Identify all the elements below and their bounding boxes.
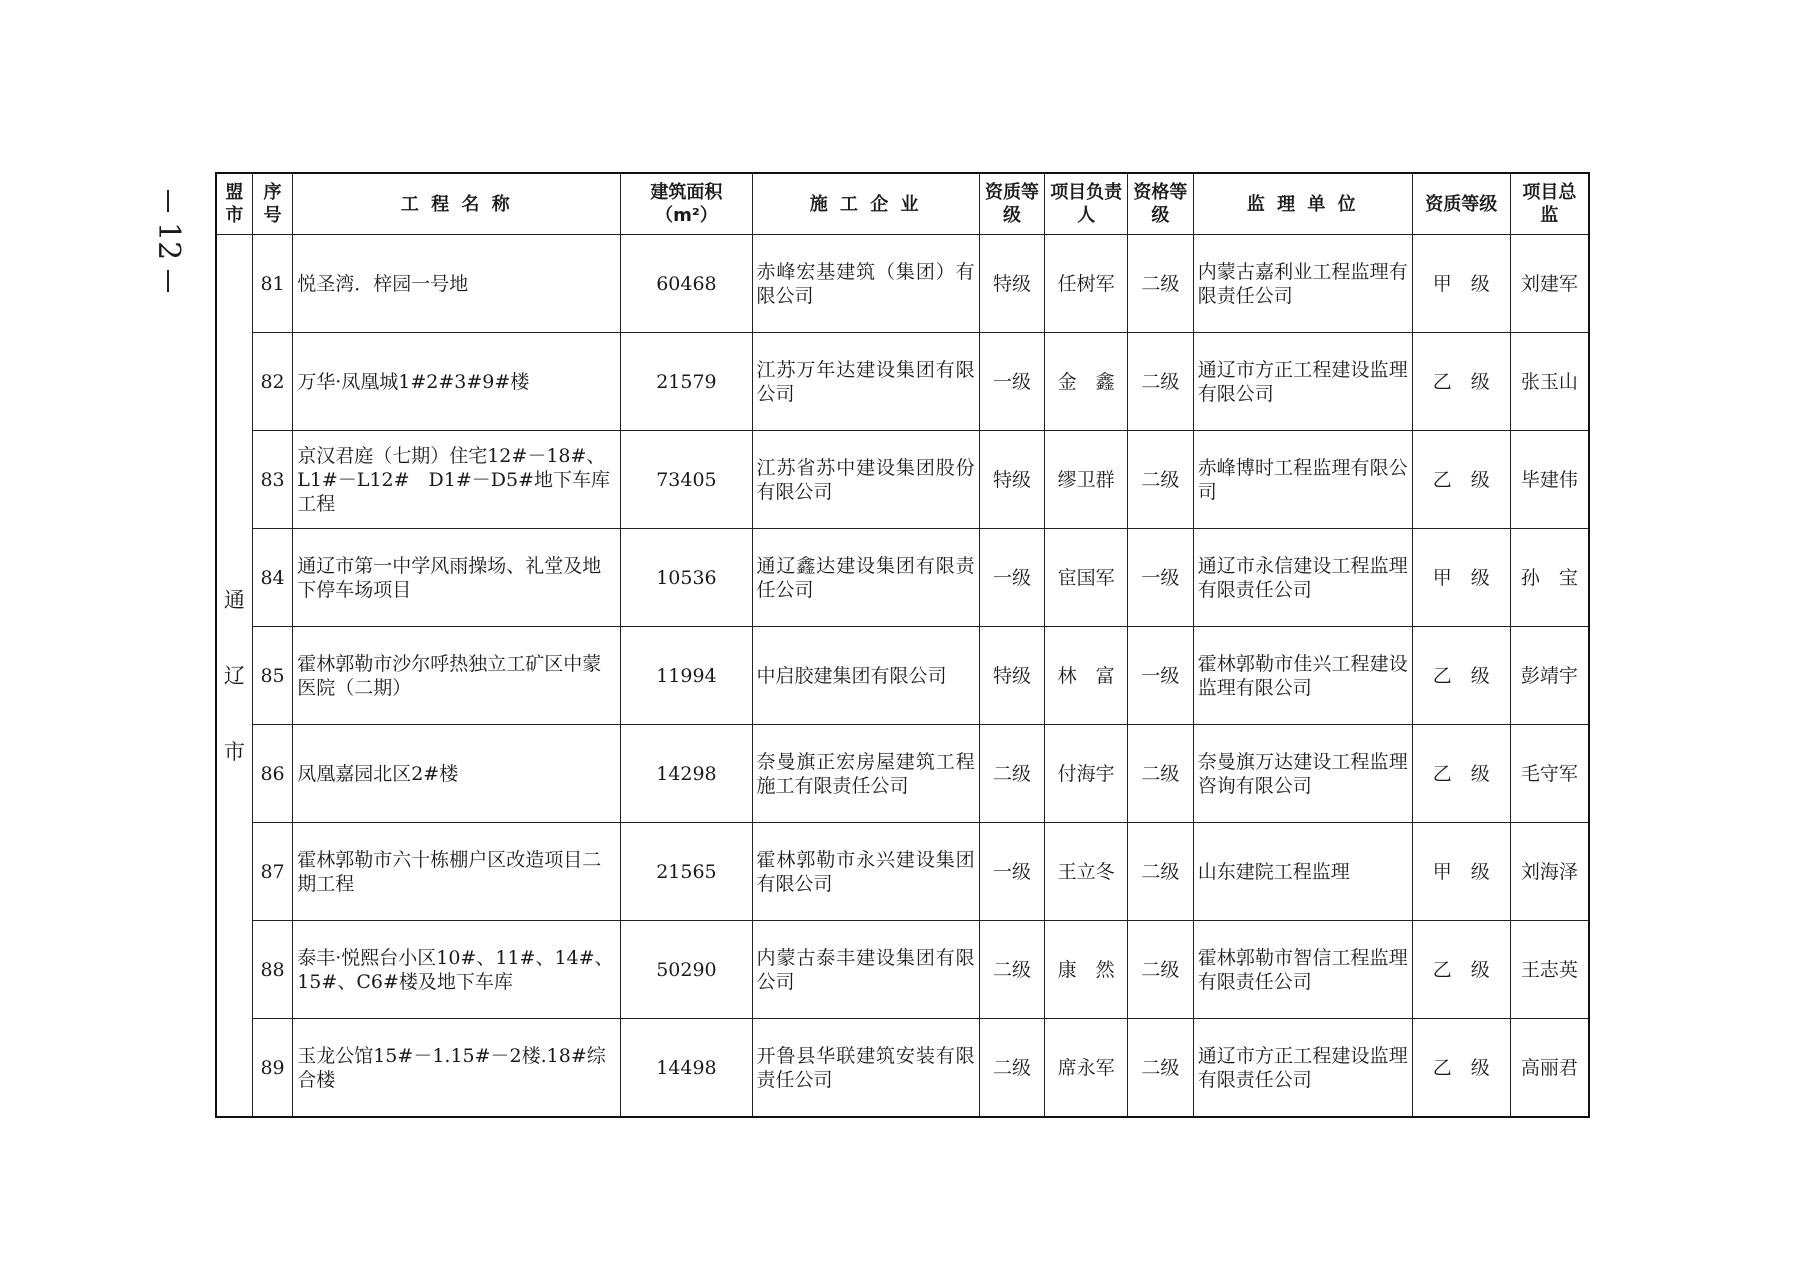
cell-builder-qual: 一级 xyxy=(979,529,1045,627)
cell-area: 50290 xyxy=(621,921,752,1019)
cell-manager: 付海宇 xyxy=(1045,725,1128,823)
cell-builder: 通辽鑫达建设集团有限责任公司 xyxy=(752,529,979,627)
table-header-row xyxy=(216,173,1589,235)
table-row xyxy=(216,529,1589,627)
table-row xyxy=(216,1019,1589,1118)
cell-seq: 88 xyxy=(252,921,292,1019)
cell-builder: 内蒙古泰丰建设集团有限公司 xyxy=(752,921,979,1019)
cell-builder: 中启胶建集团有限公司 xyxy=(752,627,979,725)
cell-supervisor-qual: 甲 级 xyxy=(1412,823,1510,921)
cell-manager: 任树军 xyxy=(1045,235,1128,333)
cell-builder: 江苏万年达建设集团有限公司 xyxy=(752,333,979,431)
cell-manager: 席永军 xyxy=(1045,1019,1128,1118)
table-row xyxy=(216,431,1589,529)
cell-project: 霍林郭勒市六十栋棚户区改造项目二期工程 xyxy=(293,823,621,921)
header-manager-qual: 资格等级 xyxy=(1128,173,1194,235)
cell-area: 21579 xyxy=(621,333,752,431)
region-cell xyxy=(216,235,252,1118)
cell-project: 悦圣湾．梓园一号地 xyxy=(293,235,621,333)
cell-chief: 彭靖宇 xyxy=(1510,627,1589,725)
cell-project: 泰丰·悦熙台小区10#、11#、14#、15#、C6#楼及地下车库 xyxy=(293,921,621,1019)
header-supervisor: 监 理 单 位 xyxy=(1193,173,1412,235)
cell-manager-qual: 二级 xyxy=(1128,431,1194,529)
table-row xyxy=(216,627,1589,725)
cell-supervisor: 霍林郭勒市佳兴工程建设监理有限公司 xyxy=(1193,627,1412,725)
cell-chief: 刘建军 xyxy=(1510,235,1589,333)
cell-supervisor: 通辽市方正工程建设监理有限公司 xyxy=(1193,333,1412,431)
cell-builder: 奈曼旗正宏房屋建筑工程施工有限责任公司 xyxy=(752,725,979,823)
cell-builder-qual: 二级 xyxy=(979,921,1045,1019)
cell-seq: 81 xyxy=(252,235,292,333)
cell-seq: 86 xyxy=(252,725,292,823)
cell-project: 玉龙公馆15#－1.15#－2楼.18#综合楼 xyxy=(293,1019,621,1118)
cell-builder-qual: 特级 xyxy=(979,627,1045,725)
cell-project: 万华·凤凰城1#2#3#9#楼 xyxy=(293,333,621,431)
header-supervisor-qual: 资质等级 xyxy=(1412,173,1510,235)
cell-manager: 宦国军 xyxy=(1045,529,1128,627)
page-number-dash-bottom xyxy=(167,270,169,292)
cell-manager-qual: 二级 xyxy=(1128,823,1194,921)
page-number-dash-top xyxy=(167,190,169,212)
header-seq: 序号 xyxy=(252,173,292,235)
project-table xyxy=(215,172,1590,1118)
cell-project: 京汉君庭（七期）住宅12#－18#、L1#－L12# D1#－D5#地下车库工程 xyxy=(293,431,621,529)
cell-manager: 王立冬 xyxy=(1045,823,1128,921)
cell-project: 通辽市第一中学风雨操场、礼堂及地下停车场项目 xyxy=(293,529,621,627)
cell-area: 14298 xyxy=(621,725,752,823)
cell-manager: 林 富 xyxy=(1045,627,1128,725)
cell-area: 11994 xyxy=(621,627,752,725)
cell-supervisor-qual: 乙 级 xyxy=(1412,627,1510,725)
cell-manager: 金 鑫 xyxy=(1045,333,1128,431)
cell-supervisor-qual: 乙 级 xyxy=(1412,921,1510,1019)
table-row xyxy=(216,725,1589,823)
header-region: 盟市 xyxy=(216,173,252,235)
cell-manager-qual: 二级 xyxy=(1128,235,1194,333)
header-project: 工 程 名 称 xyxy=(293,173,621,235)
cell-project: 霍林郭勒市沙尔呼热独立工矿区中蒙医院（二期） xyxy=(293,627,621,725)
region-char: 市 xyxy=(223,739,245,764)
cell-builder-qual: 特级 xyxy=(979,431,1045,529)
header-area: 建筑面积（m²） xyxy=(621,173,752,235)
page-number-text: 12 xyxy=(151,222,186,261)
table-row xyxy=(216,823,1589,921)
cell-chief: 毕建伟 xyxy=(1510,431,1589,529)
cell-supervisor-qual: 甲 级 xyxy=(1412,529,1510,627)
cell-seq: 85 xyxy=(252,627,292,725)
cell-seq: 83 xyxy=(252,431,292,529)
cell-manager-qual: 二级 xyxy=(1128,921,1194,1019)
cell-chief: 高丽君 xyxy=(1510,1019,1589,1118)
header-builder: 施 工 企 业 xyxy=(752,173,979,235)
cell-chief: 孙 宝 xyxy=(1510,529,1589,627)
cell-supervisor: 霍林郭勒市智信工程监理有限责任公司 xyxy=(1193,921,1412,1019)
cell-area: 14498 xyxy=(621,1019,752,1118)
cell-chief: 张玉山 xyxy=(1510,333,1589,431)
cell-supervisor: 通辽市永信建设工程监理有限责任公司 xyxy=(1193,529,1412,627)
cell-builder-qual: 二级 xyxy=(979,725,1045,823)
cell-supervisor: 奈曼旗万达建设工程监理咨询有限公司 xyxy=(1193,725,1412,823)
cell-area: 21565 xyxy=(621,823,752,921)
cell-manager-qual: 二级 xyxy=(1128,725,1194,823)
table-row xyxy=(216,235,1589,333)
cell-area: 73405 xyxy=(621,431,752,529)
cell-area: 60468 xyxy=(621,235,752,333)
cell-chief: 王志英 xyxy=(1510,921,1589,1019)
cell-builder: 开鲁县华联建筑安装有限责任公司 xyxy=(752,1019,979,1118)
cell-supervisor: 赤峰博时工程监理有限公司 xyxy=(1193,431,1412,529)
cell-builder: 江苏省苏中建设集团股份有限公司 xyxy=(752,431,979,529)
page-number xyxy=(148,190,188,340)
cell-chief: 刘海泽 xyxy=(1510,823,1589,921)
header-builder-qual: 资质等级 xyxy=(979,173,1045,235)
cell-area: 10536 xyxy=(621,529,752,627)
cell-seq: 87 xyxy=(252,823,292,921)
cell-manager-qual: 一级 xyxy=(1128,529,1194,627)
cell-supervisor-qual: 乙 级 xyxy=(1412,725,1510,823)
table-row xyxy=(216,333,1589,431)
region-char: 辽 xyxy=(223,663,245,688)
cell-manager-qual: 一级 xyxy=(1128,627,1194,725)
cell-manager: 缪卫群 xyxy=(1045,431,1128,529)
cell-builder: 赤峰宏基建筑（集团）有限公司 xyxy=(752,235,979,333)
cell-manager-qual: 二级 xyxy=(1128,333,1194,431)
cell-supervisor: 山东建院工程监理 xyxy=(1193,823,1412,921)
cell-manager: 康 然 xyxy=(1045,921,1128,1019)
table-row xyxy=(216,921,1589,1019)
header-chief: 项目总监 xyxy=(1510,173,1589,235)
cell-builder-qual: 二级 xyxy=(979,1019,1045,1118)
header-manager: 项目负责人 xyxy=(1045,173,1128,235)
cell-supervisor: 内蒙古嘉利业工程监理有限责任公司 xyxy=(1193,235,1412,333)
cell-supervisor-qual: 甲 级 xyxy=(1412,235,1510,333)
cell-project: 凤凰嘉园北区2#楼 xyxy=(293,725,621,823)
cell-seq: 82 xyxy=(252,333,292,431)
cell-supervisor: 通辽市方正工程建设监理有限责任公司 xyxy=(1193,1019,1412,1118)
cell-supervisor-qual: 乙 级 xyxy=(1412,431,1510,529)
cell-seq: 84 xyxy=(252,529,292,627)
cell-builder-qual: 一级 xyxy=(979,333,1045,431)
cell-seq: 89 xyxy=(252,1019,292,1118)
cell-builder-qual: 一级 xyxy=(979,823,1045,921)
cell-builder: 霍林郭勒市永兴建设集团有限公司 xyxy=(752,823,979,921)
cell-builder-qual: 特级 xyxy=(979,235,1045,333)
cell-supervisor-qual: 乙 级 xyxy=(1412,1019,1510,1118)
cell-manager-qual: 二级 xyxy=(1128,1019,1194,1118)
cell-chief: 毛守军 xyxy=(1510,725,1589,823)
cell-supervisor-qual: 乙 级 xyxy=(1412,333,1510,431)
region-char: 通 xyxy=(223,587,245,612)
